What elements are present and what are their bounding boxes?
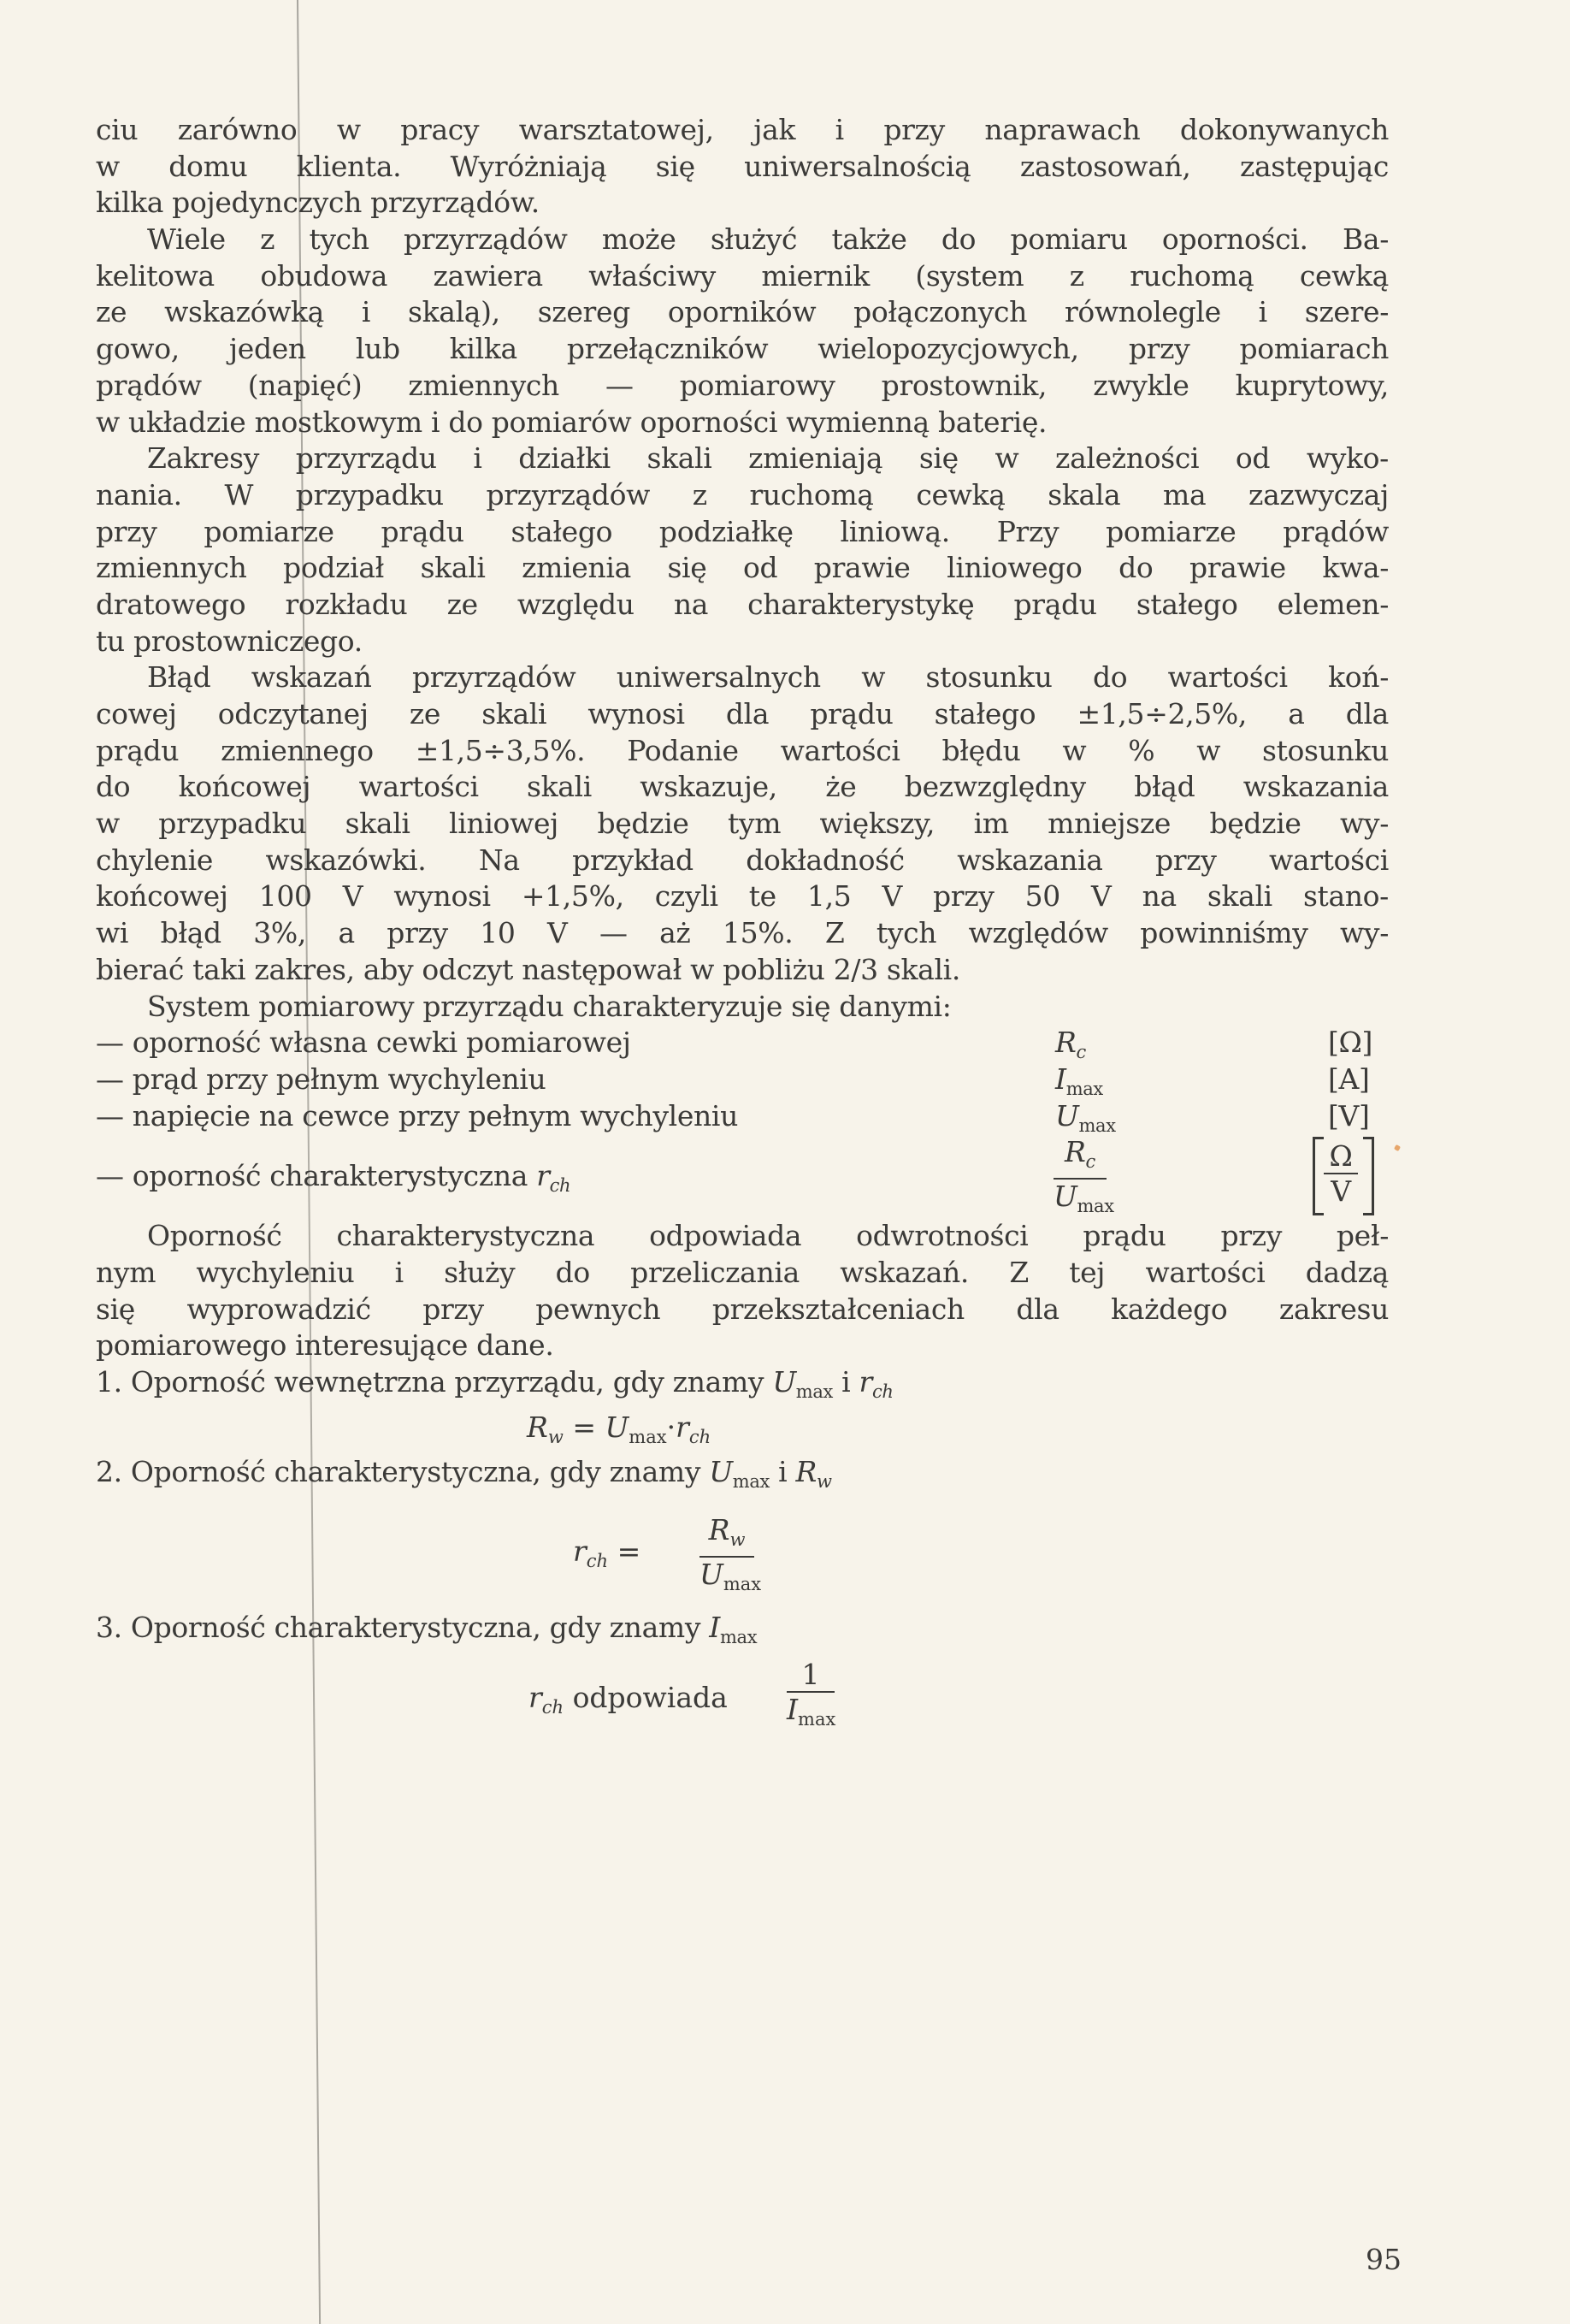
item-number: 3.: [96, 1611, 122, 1645]
numbered-item-1: [96, 1364, 1389, 1454]
fraction-denominator: [787, 1693, 835, 1736]
symbol-main: r: [528, 1681, 542, 1715]
symbol-main: R: [708, 1513, 730, 1547]
symbol-subscript: w: [729, 1529, 746, 1551]
text-line: tu prostowniczego.: [96, 624, 363, 658]
equals-sign: =: [563, 1410, 605, 1444]
system-data-list: [96, 1025, 1389, 1216]
fraction-numerator: [1054, 1136, 1107, 1178]
symbol-subscript: c: [1085, 1151, 1095, 1173]
symbol-subscript: ch: [586, 1551, 609, 1572]
label-text: — oporność charakterystyczna: [96, 1159, 537, 1193]
symbol-main: I: [1055, 1061, 1066, 1096]
system-data-row: [96, 1098, 1389, 1135]
symbol-main: U: [699, 1558, 723, 1592]
symbol-subscript: max: [723, 1574, 762, 1595]
fraction-numerator: 1: [801, 1658, 820, 1692]
symbol-main: R: [795, 1454, 817, 1488]
symbol-main: R: [1055, 1026, 1077, 1060]
text-line: w układzie mostkowym i do pomiarów oporności wymienną baterię.: [96, 405, 1048, 439]
text-line: cowej odczytanej ze skali wynosi dla prądu stałego ±1,5÷2,5%, a dla: [96, 697, 1389, 730]
char-resistance-row: [96, 1134, 1389, 1216]
symbol-main: U: [1054, 1180, 1077, 1214]
paragraph-5: [96, 989, 1389, 1026]
item-heading: [96, 1454, 1389, 1491]
text-line: pomiarowego interesujące dane.: [96, 1328, 554, 1363]
equals-sign: =: [608, 1535, 641, 1569]
symbol-subscript: w: [547, 1426, 564, 1447]
row-unit: [A]: [1328, 1061, 1370, 1096]
symbol-subscript: max: [719, 1627, 758, 1648]
item-text: Oporność wewnętrzna przyrządu, gdy znamy: [121, 1365, 773, 1399]
symbol-subscript: max: [1065, 1078, 1103, 1099]
symbol-subscript: ch: [549, 1175, 571, 1197]
symbol-main: I: [787, 1693, 799, 1727]
text-line: się wyprowadzić przy pewnych przekształceniach dla każdego zakresu: [96, 1292, 1389, 1326]
text-line: nym wychyleniu i służy do przeliczania wskazań. Z tej wartości dadzą: [96, 1255, 1389, 1289]
item-text: Oporność charakterystyczna, gdy znamy: [121, 1454, 710, 1488]
unit-bracket: [1313, 1137, 1374, 1215]
system-data-row: [96, 1061, 1389, 1098]
formula-lhs: [573, 1535, 640, 1571]
paragraph-2: [96, 222, 1389, 441]
text-line: w przypadku skali liniowej będzie tym większy, im mniejsze będzie wy-: [96, 807, 1389, 841]
symbol-subscript: max: [629, 1426, 667, 1447]
multiply-dot: ·: [666, 1410, 676, 1444]
symbol-main: U: [1055, 1098, 1079, 1132]
symbol-main: R: [1065, 1135, 1086, 1169]
text-line: nania. W przypadku przyrządów z ruchomą cewką skala ma zazwyczaj: [96, 477, 1389, 512]
fraction-rc-over-umax: [1054, 1135, 1114, 1223]
symbol-main: U: [772, 1365, 796, 1399]
text-line: kelitowa obudowa zawiera właściwy miernik (system z ruchomą cewką: [96, 258, 1389, 293]
numbered-item-2: [96, 1454, 1389, 1611]
formula-word: odpowiada: [564, 1681, 728, 1715]
text-line: chylenie wskazówki. Na przykład dokładność wskazania przy wartości: [96, 843, 1389, 877]
symbol-subscript: c: [1076, 1042, 1086, 1063]
symbol-subscript: ch: [871, 1381, 894, 1402]
formula-rch-from-rw: [96, 1490, 1389, 1610]
text-line: ze wskazówką i skalą), szereg oporników połączonych równolegle i szere-: [96, 295, 1389, 329]
row-unit: [V]: [1328, 1098, 1370, 1132]
row-unit: [Ω]: [1328, 1026, 1373, 1060]
text-line: Błąd wskazań przyrządów uniwersalnych w stosunku do wartości koń-: [147, 660, 1389, 695]
symbol-subscript: ch: [688, 1426, 711, 1447]
item-heading: [96, 1364, 1389, 1401]
symbol-main: R: [527, 1410, 548, 1444]
symbol-subscript: w: [816, 1470, 832, 1492]
paragraph-3: [96, 441, 1389, 659]
text-line: wi błąd 3%, a przy 10 V — aż 15%. Z tych względów powinniśmy wy-: [96, 916, 1389, 950]
row-label: — prąd przy pełnym wychyleniu: [96, 1061, 546, 1096]
row-label: [96, 1158, 570, 1204]
symbol-main: r: [859, 1365, 872, 1399]
unit-denominator: V: [1331, 1174, 1351, 1209]
row-label: — napięcie na cewce przy pełnym wychyleniu: [96, 1098, 739, 1132]
text-line: dratowego rozkładu ze względu na charakterystykę prądu stałego elemen-: [96, 587, 1389, 621]
text-line: w domu klienta. Wyróżniają się uniwersalnością zastosowań, zastępując: [96, 149, 1389, 183]
symbol-subscript: max: [798, 1709, 836, 1730]
symbol-main: I: [709, 1611, 720, 1645]
text-line: bierać taki zakres, aby odczyt następował w pobliżu 2/3 skali.: [96, 952, 961, 986]
paragraph-6: [96, 1218, 1389, 1364]
fraction-denominator: [699, 1558, 762, 1601]
formula-rw: [96, 1401, 1389, 1454]
fraction-denominator: [1054, 1180, 1114, 1223]
fraction-one-over-imax: [787, 1659, 835, 1736]
text-line: ciu zarówno w pracy warsztatowej, jak i przy naprawach dokonywanych: [96, 113, 1389, 146]
text-line: Oporność charakterystyczna odpowiada odwrotności prądu przy peł-: [147, 1219, 1389, 1253]
symbol-subscript: max: [1078, 1115, 1116, 1136]
text-line: System pomiarowy przyrządu charakteryzuje się danymi:: [147, 989, 952, 1023]
text-line: prądów (napięć) zmiennych — pomiarowy prostownik, zwykle kuprytowy,: [96, 368, 1389, 402]
fraction-rw-over-umax: [699, 1513, 762, 1601]
symbol-subscript: ch: [541, 1697, 564, 1718]
text-line: prądu zmiennego ±1,5÷3,5%. Podanie wartości błędu w % w stosunku: [96, 733, 1389, 767]
item-heading: [96, 1610, 1389, 1647]
text-line: zmiennych podział skali zmienia się od prawie liniowego do prawie kwa-: [96, 551, 1389, 585]
symbol-main: U: [709, 1454, 733, 1488]
symbol-subscript: max: [1077, 1196, 1114, 1217]
symbol-main: r: [573, 1535, 587, 1569]
formula-rch-from-imax: [96, 1647, 1389, 1741]
text-line: przy pomiarze prądu stałego podziałkę liniową. Przy pomiarze prądów: [96, 514, 1389, 548]
symbol-main: U: [605, 1410, 629, 1444]
paragraph-1: [96, 112, 1389, 222]
paragraph-4: [96, 659, 1389, 988]
text-line: Zakresy przyrządu i działki skali zmieniają się w zależności od wyko-: [147, 441, 1389, 476]
numbered-item-3: [96, 1610, 1389, 1741]
conjunction: i: [833, 1365, 859, 1399]
text-line: Wiele z tych przyrządów może służyć także do pomiaru oporności. Ba-: [147, 222, 1389, 257]
unit-numerator: Ω: [1329, 1139, 1353, 1174]
fraction-numerator: [699, 1514, 754, 1556]
row-label: — oporność własna cewki pomiarowej: [96, 1026, 631, 1060]
symbol-main: r: [536, 1159, 550, 1193]
unit-fraction: [1324, 1140, 1358, 1209]
symbol-subscript: max: [732, 1470, 770, 1492]
item-number: 2.: [96, 1454, 122, 1488]
text-line: gowo, jeden lub kilka przełączników wielopozycjowych, przy pomiarach: [96, 332, 1389, 366]
symbol-main: r: [676, 1410, 689, 1444]
text-line: końcowej 100 V wynosi +1,5%, czyli te 1,5 V przy 50 V na skali stano-: [96, 879, 1389, 914]
item-text: Oporność charakterystyczna, gdy znamy: [121, 1611, 710, 1645]
system-data-row: [96, 1025, 1389, 1061]
item-number: 1.: [96, 1365, 122, 1399]
paper-stain: [1394, 1144, 1401, 1151]
text-line: kilka pojedynczych przyrządów.: [96, 186, 540, 220]
symbol-subscript: max: [795, 1381, 834, 1402]
text-line: do końcowej wartości skali wskazuje, że bezwzględny błąd wskazania: [96, 770, 1389, 804]
book-page: [96, 112, 1389, 1741]
formula-lhs: [528, 1681, 728, 1718]
page-number: 95: [1366, 2243, 1402, 2276]
conjunction: i: [770, 1454, 796, 1488]
